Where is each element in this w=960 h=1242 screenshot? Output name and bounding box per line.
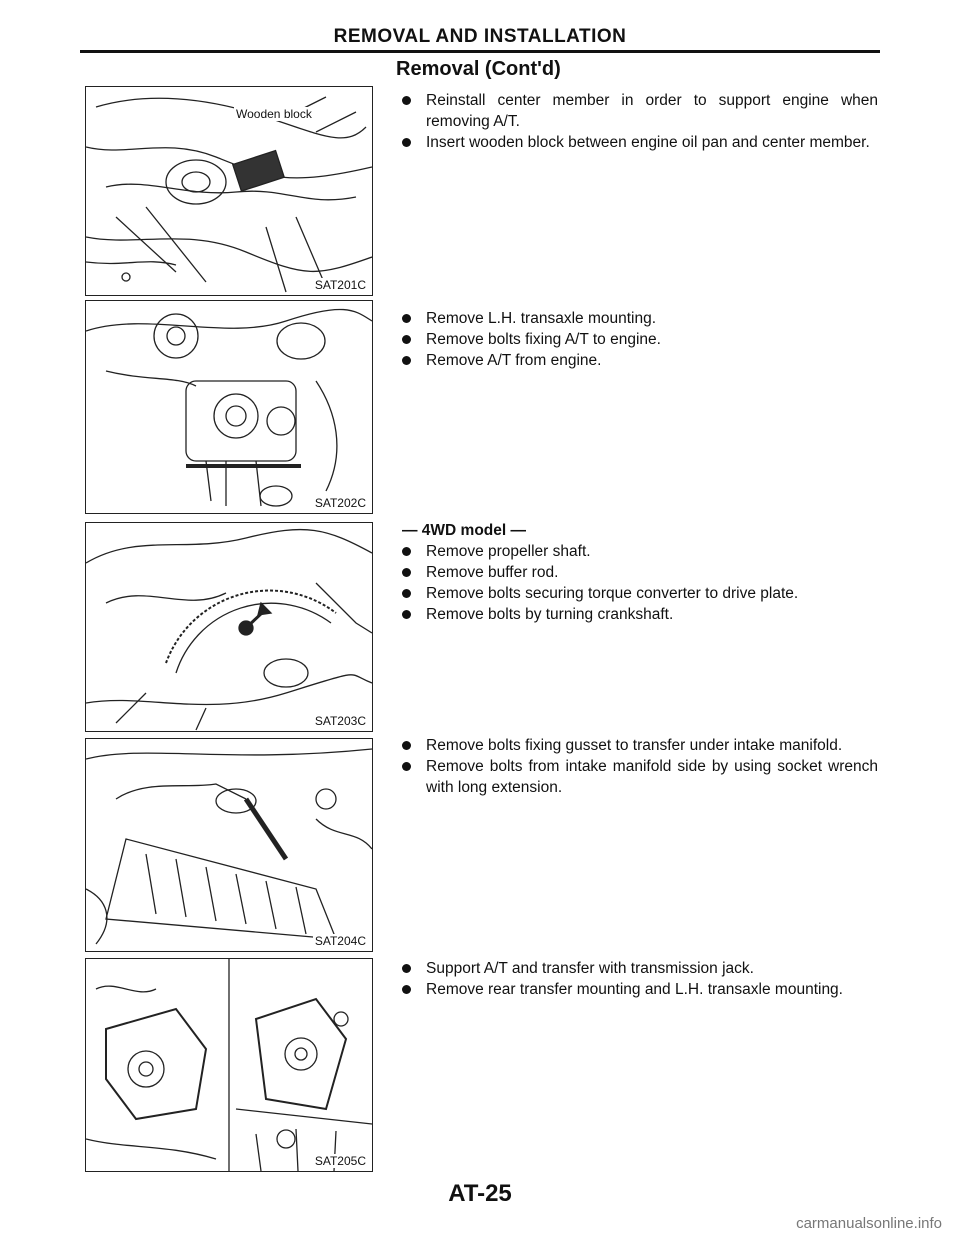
list-item: Remove L.H. transaxle mounting.: [400, 308, 878, 329]
list-item: Remove A/T from engine.: [400, 350, 878, 371]
figure-code: SAT202C: [314, 496, 366, 510]
bullet-icon: [402, 589, 411, 598]
section-subtitle: Removal (Cont'd): [396, 58, 561, 80]
list-item: Remove propeller shaft.: [400, 541, 878, 562]
bullet-icon: [402, 138, 411, 147]
illustration-intake-manifold: [86, 739, 372, 951]
list-item: Remove rear transfer mounting and L.H. transaxle mounting.: [400, 979, 878, 1000]
list-item: Remove bolts fixing gusset to transfer under intake manifold.: [400, 735, 878, 756]
bullet-icon: [402, 547, 411, 556]
list-item: Remove bolts fixing A/T to engine.: [400, 329, 878, 350]
list-item: Remove buffer rod.: [400, 562, 878, 583]
figure-code: SAT203C: [314, 714, 366, 728]
bullet-icon: [402, 568, 411, 577]
bullet-icon: [402, 964, 411, 973]
text-block-1: [400, 90, 878, 153]
page-header: REMOVAL AND INSTALLATION: [333, 26, 627, 47]
bullet-icon: [402, 762, 411, 771]
figure-sat202c: [85, 300, 373, 514]
bullet-icon: [402, 741, 411, 750]
figure-sat203c: [85, 522, 373, 732]
text-block-3: [400, 520, 878, 625]
illustration-drive-plate: [86, 523, 372, 731]
list-item: Insert wooden block between engine oil pan and center member.: [400, 132, 878, 153]
header-rule: [80, 50, 880, 53]
illustration-at-removal: [86, 301, 372, 513]
page-number: AT-25: [448, 1180, 512, 1207]
figure-code: SAT204C: [314, 934, 366, 948]
text-block-2: [400, 308, 878, 371]
list-item: Remove bolts by turning crankshaft.: [400, 604, 878, 625]
list-item: Remove bolts securing torque converter to drive plate.: [400, 583, 878, 604]
bullet-icon: [402, 356, 411, 365]
watermark: carmanualsonline.info: [796, 1215, 942, 1232]
illustration-transfer-mounting: [86, 959, 372, 1171]
callout-wooden-block: Wooden block: [236, 107, 312, 121]
illustration-wooden-block: [86, 87, 372, 295]
list-item: Reinstall center member in order to support engine when removing A/T.: [400, 90, 878, 132]
bullet-icon: [402, 96, 411, 105]
figure-sat201c: [85, 86, 373, 296]
figure-code: SAT205C: [314, 1154, 366, 1168]
text-block-5: [400, 958, 878, 1000]
bullet-icon: [402, 314, 411, 323]
text-block-4: [400, 735, 878, 798]
figure-sat204c: [85, 738, 373, 952]
figure-code: SAT201C: [314, 278, 366, 292]
figure-sat205c: [85, 958, 373, 1172]
list-item: Support A/T and transfer with transmission jack.: [400, 958, 878, 979]
bullet-icon: [402, 335, 411, 344]
model-heading: — 4WD model —: [402, 522, 527, 539]
list-item: Remove bolts from intake manifold side by using socket wrench with long extension.: [400, 756, 878, 798]
bullet-icon: [402, 610, 411, 619]
bullet-icon: [402, 985, 411, 994]
